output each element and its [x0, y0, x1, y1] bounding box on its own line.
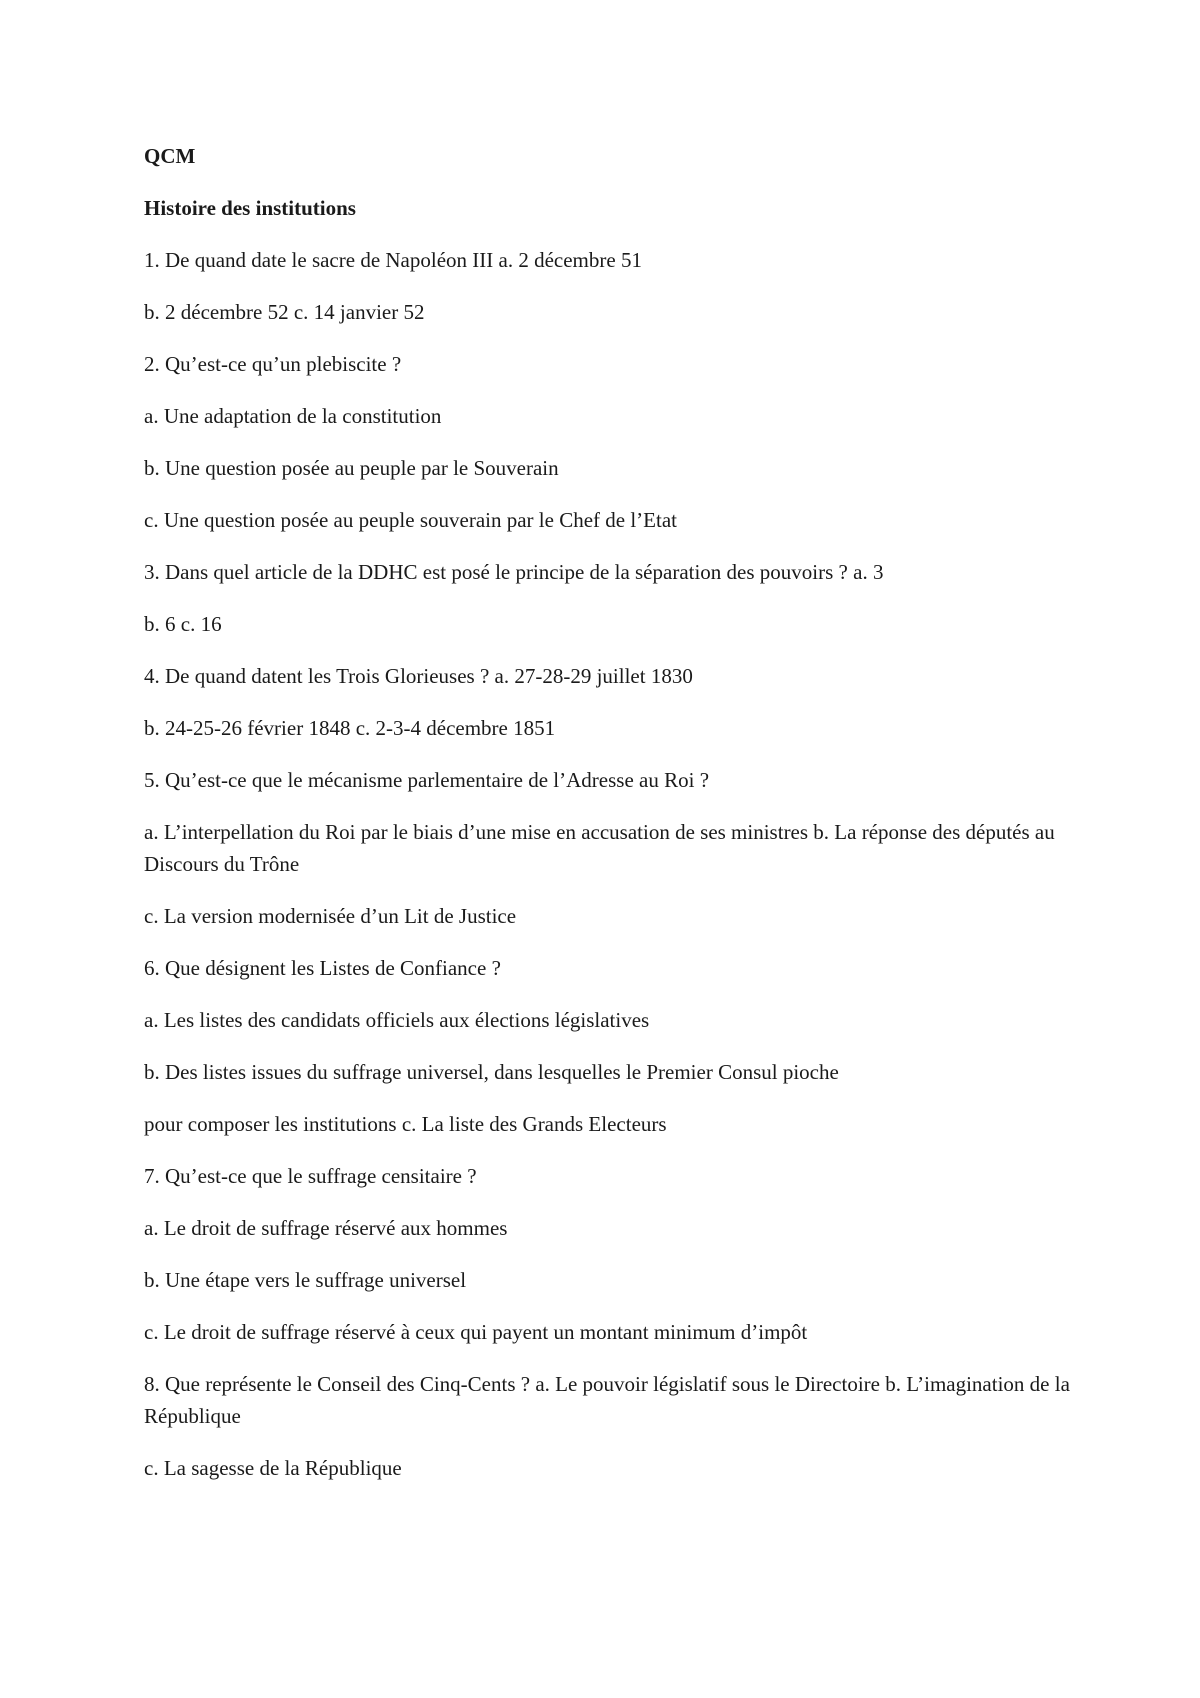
document-subtitle: Histoire des institutions [144, 196, 356, 220]
document-title: QCM [144, 144, 196, 168]
question-6-option-b-continued: pour composer les institutions c. La liste des Grands Electeurs [144, 1112, 667, 1136]
question-8-option-c: c. La sagesse de la République [144, 1456, 402, 1480]
question-2-option-b: b. Une question posée au peuple par le Souverain [144, 456, 559, 480]
question-1-text: 1. De quand date le sacre de Napoléon III a. 2 décembre 51 [144, 248, 642, 272]
question-5-option-c: c. La version modernisée d’un Lit de Justice [144, 904, 517, 928]
question-7-option-b: b. Une étape vers le suffrage universel [144, 1268, 467, 1292]
question-3-options: b. 6 c. 16 [144, 612, 222, 636]
question-5-text: 5. Qu’est-ce que le mécanisme parlementaire de l’Adresse au Roi ? [144, 768, 710, 792]
question-3-text: 3. Dans quel article de la DDHC est posé le principe de la séparation des pouvoirs ? a. 3 [144, 560, 884, 584]
document-body [144, 140, 1074, 1504]
question-7-text: 7. Qu’est-ce que le suffrage censitaire ? [144, 1164, 477, 1188]
question-7-option-a: a. Le droit de suffrage réservé aux hommes [144, 1216, 508, 1240]
question-7-option-c: c. Le droit de suffrage réservé à ceux qui payent un montant minimum d’impôt [144, 1320, 808, 1344]
question-2-option-a: a. Une adaptation de la constitution [144, 404, 442, 428]
question-1-options: b. 2 décembre 52 c. 14 janvier 52 [144, 300, 425, 324]
question-4-text: 4. De quand datent les Trois Glorieuses ? a. 27-28-29 juillet 1830 [144, 664, 693, 688]
question-5-options-ab: a. L’interpellation du Roi par le biais d’une mise en accusation de ses ministres b. La réponse des députés au Discours du Trône [144, 820, 1055, 876]
question-6-text: 6. Que désignent les Listes de Confiance ? [144, 956, 501, 980]
question-2-option-c: c. Une question posée au peuple souverain par le Chef de l’Etat [144, 508, 677, 532]
question-8-text: 8. Que représente le Conseil des Cinq-Cents ? a. Le pouvoir législatif sous le Directoire b. L’imagination de la République [144, 1372, 1070, 1428]
question-2-text: 2. Qu’est-ce qu’un plebiscite ? [144, 352, 402, 376]
question-4-options: b. 24-25-26 février 1848 c. 2-3-4 décembre 1851 [144, 716, 556, 740]
question-6-option-a: a. Les listes des candidats officiels aux élections législatives [144, 1008, 650, 1032]
question-6-option-b: b. Des listes issues du suffrage universel, dans lesquelles le Premier Consul pioche [144, 1060, 839, 1084]
